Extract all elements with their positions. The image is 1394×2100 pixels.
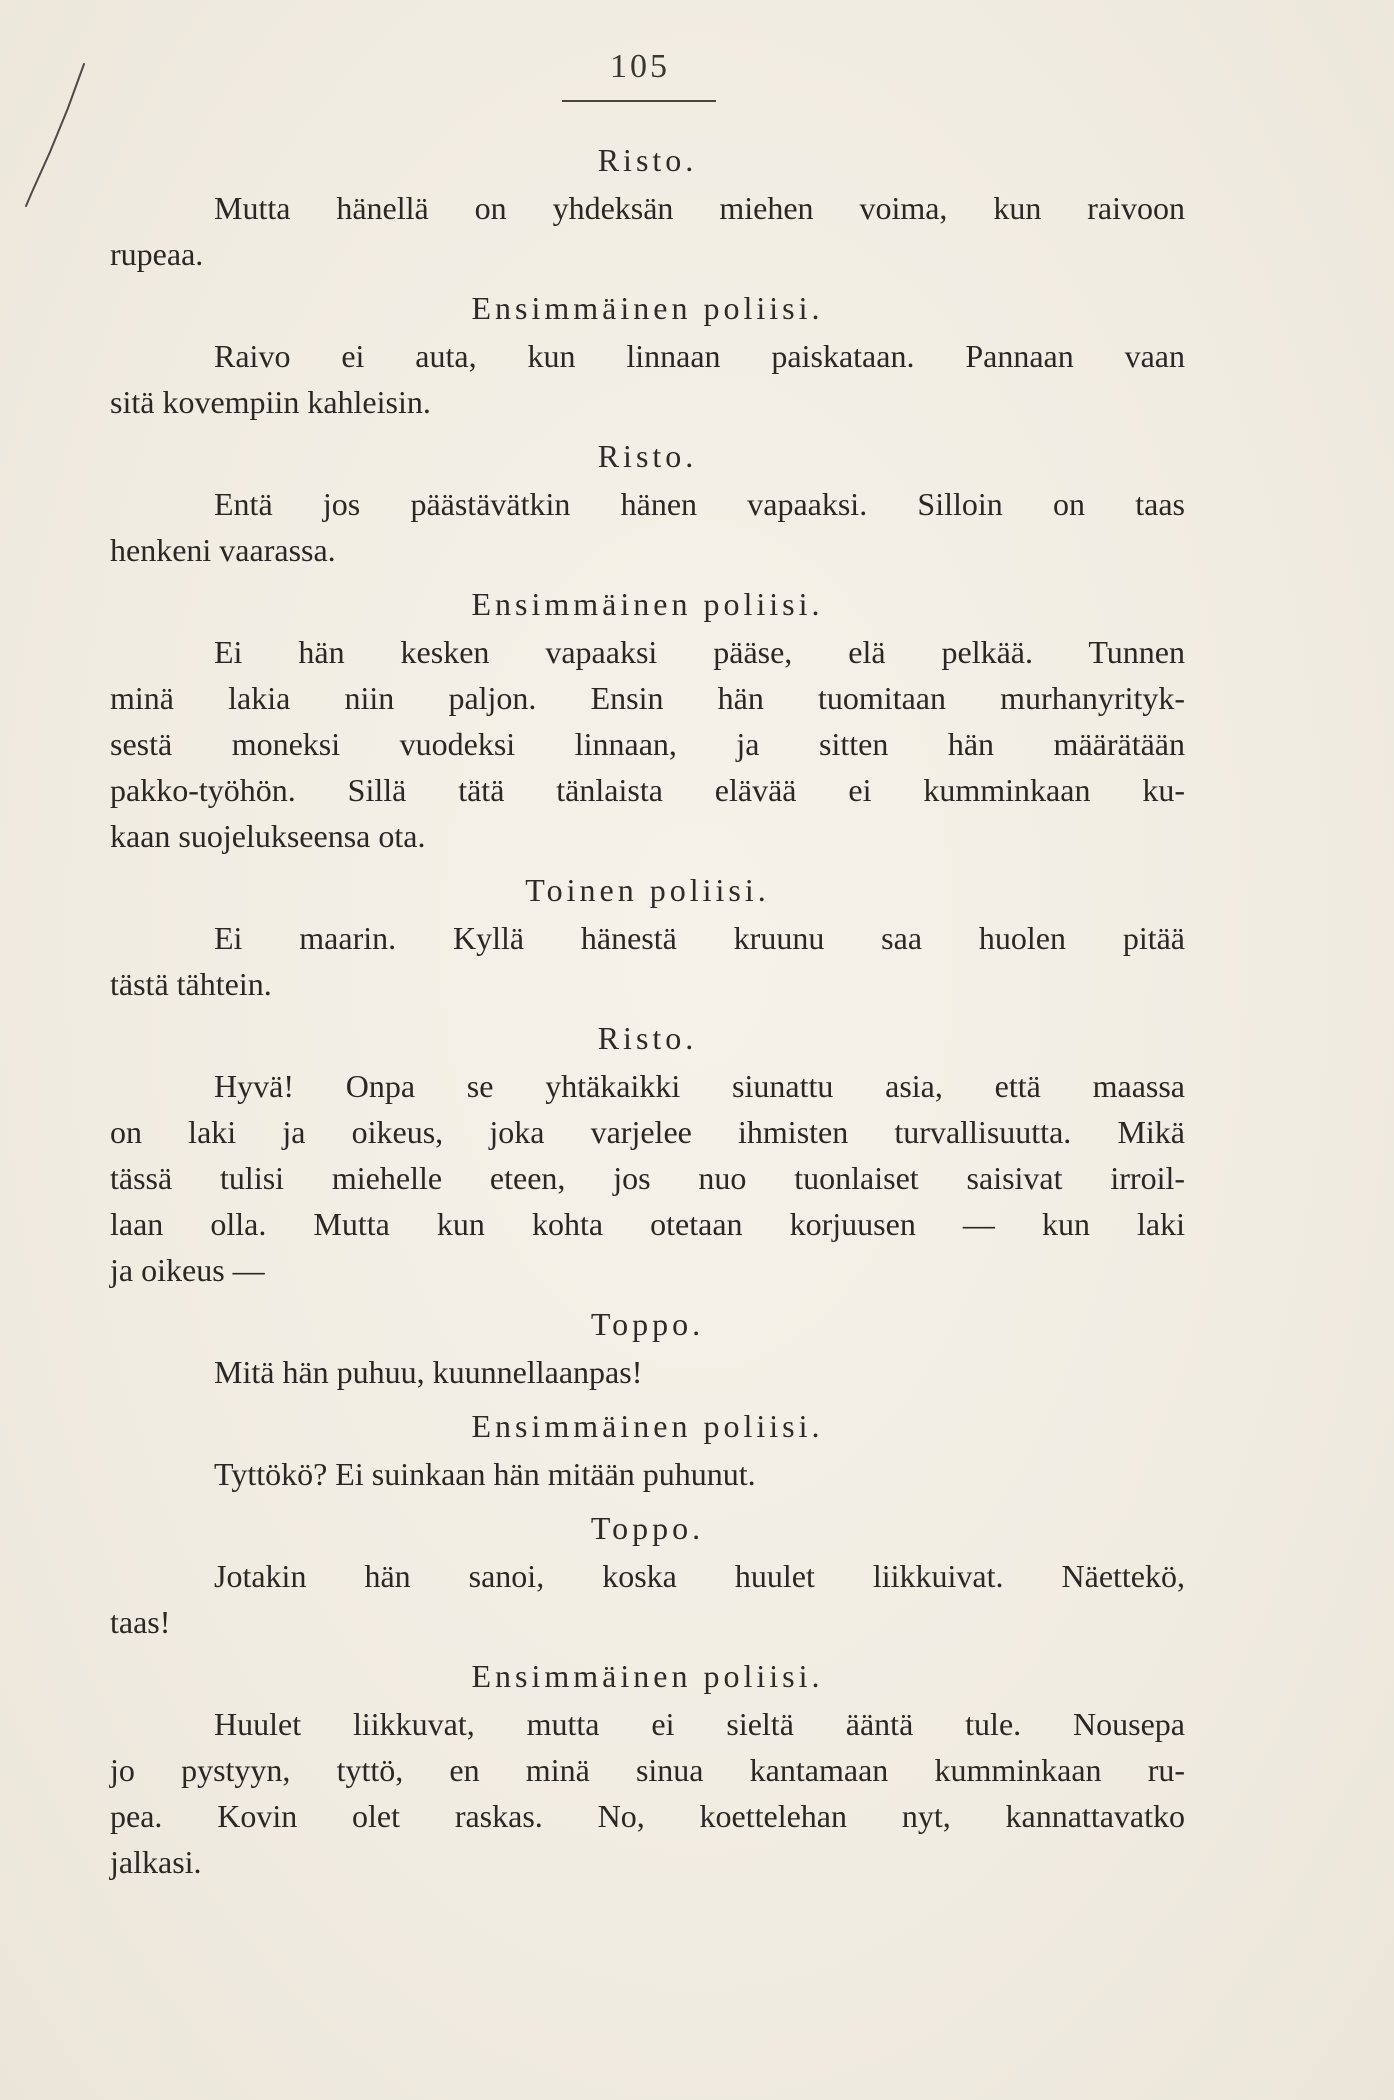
speech-paragraph (110, 1553, 1185, 1645)
speech-line: sitä kovempiin kahleisin. (110, 384, 431, 420)
speech-line: minä lakia niin paljon. Ensin hän tuomitaan murhanyrityk- (110, 680, 1185, 716)
speech-line: kaan suojelukseensa ota. (110, 818, 426, 854)
speech-line: rupeaa. (110, 236, 204, 272)
speech-line: taas! (110, 1604, 171, 1640)
speaker-name: Toppo. (590, 1510, 705, 1546)
speaker-name: Ensimmäinen poliisi. (471, 290, 824, 326)
speech-line: pea. Kovin olet raskas. No, koettelehan nyt, kannattavatko (110, 1798, 1185, 1834)
speech-line: Raivo ei auta, kun linnaan paiskataan. Pannaan vaan (214, 338, 1185, 374)
speech-line: Ei hän kesken vapaaksi pääse, elä pelkää. Tunnen (214, 634, 1185, 670)
speech-line: Entä jos päästävätkin hänen vapaaksi. Silloin on taas (214, 486, 1185, 522)
speaker-name: Risto. (597, 1020, 698, 1056)
speech-paragraph (110, 1063, 1185, 1293)
speech-line: henkeni vaarassa. (110, 532, 336, 568)
speaker-name: Toinen poliisi. (525, 872, 770, 908)
speech-line: jo pystyyn, tyttö, en minä sinua kantamaan kumminkaan ru- (110, 1752, 1185, 1788)
speech-line: jalkasi. (110, 1844, 202, 1880)
speech-paragraph (110, 333, 1185, 425)
speech-paragraph (110, 629, 1185, 859)
speech-line: tässä tulisi miehelle eteen, jos nuo tuonlaiset saisivat irroil- (110, 1160, 1185, 1196)
speaker-name: Risto. (597, 438, 698, 474)
speech-line: sestä moneksi vuodeksi linnaan, ja sitten hän määrätään (110, 726, 1185, 762)
speech-line: Mutta hänellä on yhdeksän miehen voima, kun raivoon (214, 190, 1185, 226)
speaker-name: Ensimmäinen poliisi. (471, 586, 824, 622)
speaker-name: Toppo. (590, 1306, 705, 1342)
speech-line: pakko-työhön. Sillä tätä tänlaista elävää ei kumminkaan ku- (110, 772, 1185, 808)
speech-paragraph (110, 1701, 1185, 1885)
speech-line: ja oikeus — (110, 1252, 265, 1288)
speech-paragraph (110, 185, 1185, 277)
speech-paragraph (110, 481, 1185, 573)
speaker-name: Risto. (597, 142, 698, 178)
speaker-name: Ensimmäinen poliisi. (471, 1658, 824, 1694)
speech-line: Jotakin hän sanoi, koska huulet liikkuivat. Näettekö, (214, 1558, 1185, 1594)
speech-line: laan olla. Mutta kun kohta otetaan korjuusen — kun laki (110, 1206, 1185, 1242)
dialogue-text (110, 135, 1185, 1891)
page-number-rule (562, 100, 716, 102)
speech-line: Hyvä! Onpa se yhtäkaikki siunattu asia, että maassa (214, 1068, 1185, 1104)
speech-line: on laki ja oikeus, joka varjelee ihmisten turvallisuutta. Mikä (110, 1114, 1185, 1150)
speech-line: Ei maarin. Kyllä hänestä kruunu saa huolen pitää (214, 920, 1185, 956)
speech-paragraph (110, 915, 1185, 1007)
speech-line: Tyttökö? Ei suinkaan hän mitään puhunut. (214, 1456, 756, 1492)
page-number: 105 (610, 48, 670, 85)
pencil-mark (10, 60, 90, 210)
speaker-name: Ensimmäinen poliisi. (471, 1408, 824, 1444)
speech-line: Mitä hän puhuu, kuunnellaanpas! (214, 1354, 643, 1390)
speech-paragraph (110, 1451, 1185, 1497)
speech-paragraph (110, 1349, 1185, 1395)
speech-line: tästä tähtein. (110, 966, 272, 1002)
speech-line: Huulet liikkuvat, mutta ei sieltä ääntä tule. Nousepa (214, 1706, 1185, 1742)
